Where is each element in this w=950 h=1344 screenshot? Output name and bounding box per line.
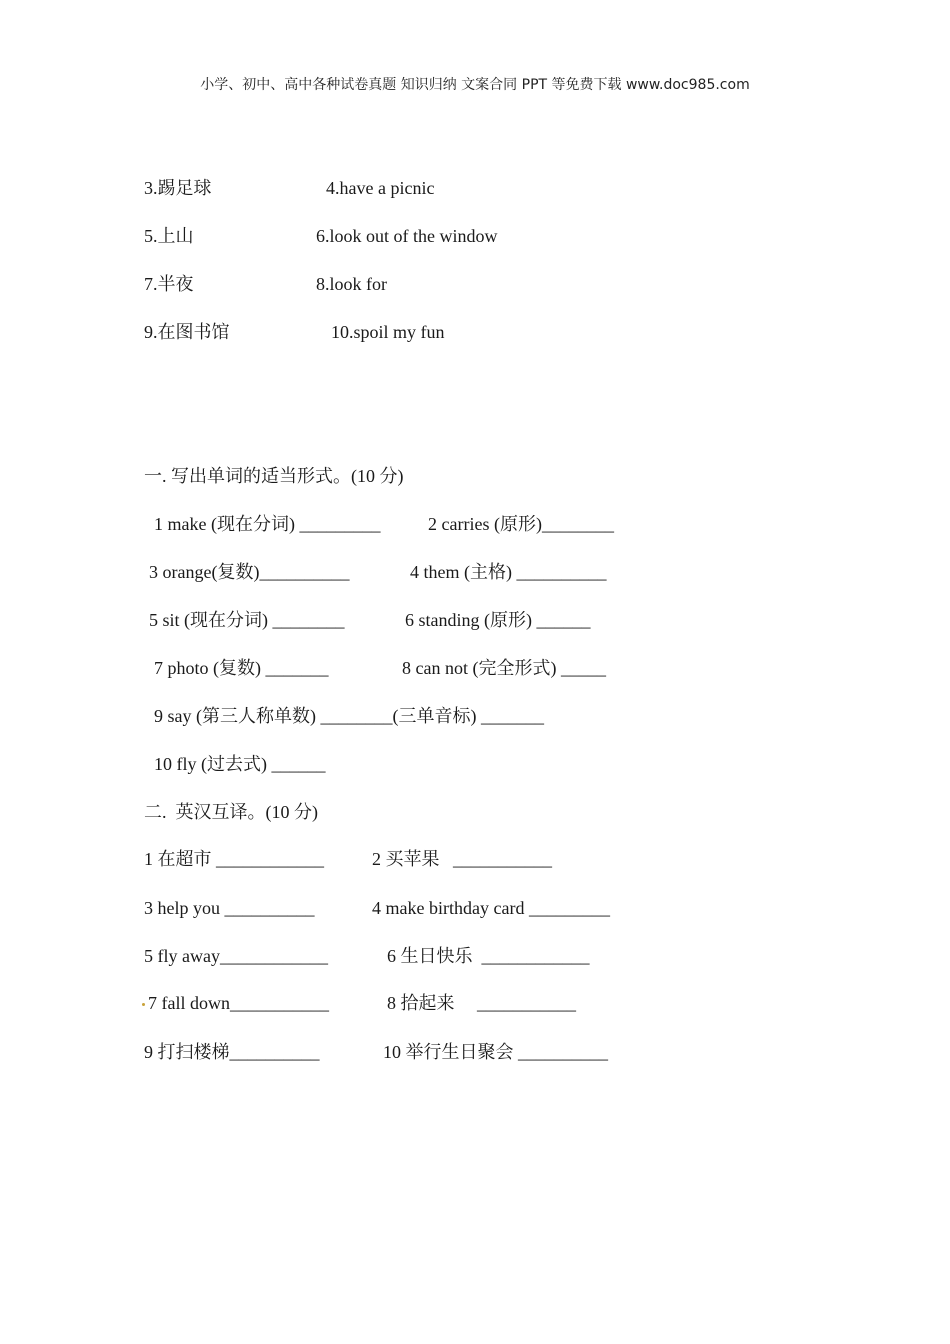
section1-item: 8 can not (完全形式) _____	[402, 658, 606, 678]
section2-item: 8 拾起来 ___________	[387, 993, 576, 1013]
section1-item: 9 say (第三人称单数) ________(三单音标) _______	[154, 706, 544, 726]
vocab-item: 4.have a picnic	[326, 178, 435, 198]
vocab-item: 8.look for	[316, 274, 387, 294]
section1-item: 10 fly (过去式) ______	[154, 754, 326, 774]
section2-item: 2 买苹果 ___________	[372, 849, 552, 869]
section1-title: 一. 写出单词的适当形式。(10 分)	[144, 466, 404, 486]
section1-item: 5 sit (现在分词) ________	[149, 610, 345, 630]
section1-item: 3 orange(复数)__________	[149, 562, 350, 582]
vocab-item: 3.踢足球	[144, 178, 212, 198]
vocab-item: 7.半夜	[144, 274, 194, 294]
stray-dot	[142, 1003, 145, 1006]
section1-item: 4 them (主格) __________	[410, 562, 607, 582]
section2-item: 5 fly away____________	[144, 946, 328, 966]
section2-item: 6 生日快乐 ____________	[387, 946, 590, 966]
section2-item: 3 help you __________	[144, 898, 315, 918]
section2-item: 4 make birthday card _________	[372, 898, 610, 918]
section1-item: 7 photo (复数) _______	[154, 658, 329, 678]
section1-item: 2 carries (原形)________	[428, 514, 614, 534]
vocab-item: 6.look out of the window	[316, 226, 498, 246]
section2-title: 二. 英汉互译。(10 分)	[144, 802, 318, 822]
vocab-item: 9.在图书馆	[144, 322, 230, 342]
section1-item: 6 standing (原形) ______	[405, 610, 591, 630]
section2-item: 9 打扫楼梯__________	[144, 1042, 320, 1062]
section2-item: 1 在超市 ____________	[144, 849, 324, 869]
section2-item: 10 举行生日聚会 __________	[383, 1042, 608, 1062]
vocab-item: 10.spoil my fun	[331, 322, 445, 342]
vocab-item: 5.上山	[144, 226, 194, 246]
section2-item: 7 fall down___________	[148, 993, 329, 1013]
page-header: 小学、初中、高中各种试卷真题 知识归纳 文案合同 PPT 等免费下载 www.doc985.com	[200, 77, 750, 93]
section1-item: 1 make (现在分词) _________	[154, 514, 381, 534]
